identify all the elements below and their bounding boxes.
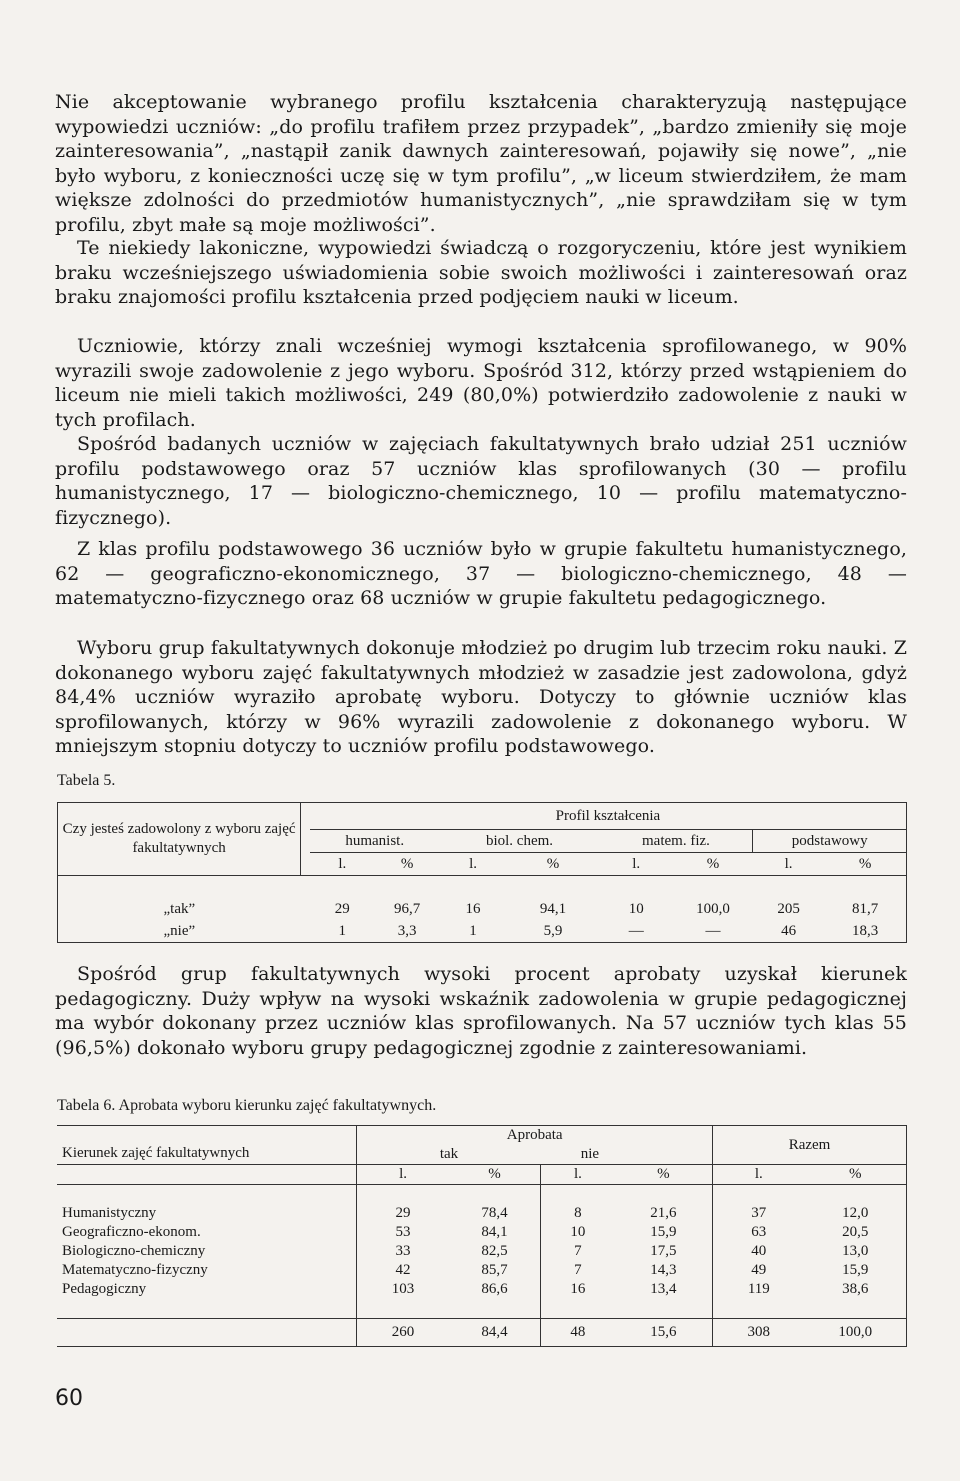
table6-total-cell: 48 bbox=[541, 1319, 615, 1347]
table6-col-label: Kierunek zajęć fakultatywnych bbox=[57, 1126, 357, 1165]
table5-cell: 29 bbox=[334, 900, 350, 917]
table6-cell: 20,5 bbox=[805, 1223, 907, 1242]
table5-caption: Tabela 5. bbox=[57, 772, 116, 789]
table6-total-cell: 260 bbox=[357, 1319, 449, 1347]
table5-cell: 3,3 bbox=[375, 920, 440, 943]
table-row bbox=[57, 1204, 907, 1223]
table5-sub-pct: % bbox=[507, 853, 600, 876]
table5-sub-l: l. bbox=[440, 853, 507, 876]
paragraph-1: Nie akceptowanie wybranego profilu kształcenia charakteryzują następujące wypowiedzi uczniów: „do profilu trafiłem przez przypadek”, „bardzo zmieniły się moje zainteresowania”, „nastąpił zanik dawnych zainteresowań, pojawiły się nowe”, „nie było wyboru, z konieczności uczę się w tym profilu”, „w liceum stwierdziłem, że mam większe zdolności do przedmiotów humanistycznych”, „nie sprawdziłam się w tym profilu, zbyt małe są moje możliwości”. bbox=[55, 91, 907, 236]
table6-cell: 8 bbox=[541, 1204, 615, 1223]
table6-row-label: Matematyczno-fizyczny bbox=[62, 1262, 208, 1278]
table6-razem-header: Razem bbox=[713, 1126, 907, 1165]
table6-cell: 86,6 bbox=[481, 1281, 508, 1297]
table6-cell: 37 bbox=[713, 1204, 805, 1223]
table5-row-label: „nie” bbox=[58, 920, 301, 943]
table5-sub-l: l. bbox=[599, 853, 672, 876]
table5-sub-pct: % bbox=[375, 853, 440, 876]
table6-cell: 14,3 bbox=[650, 1262, 677, 1278]
table-row bbox=[57, 1261, 907, 1280]
table-5 bbox=[57, 802, 907, 943]
table6-caption: Tabela 6. Aprobata wyboru kierunku zajęć fakultatywnych. bbox=[57, 1097, 437, 1114]
table-row bbox=[57, 1242, 907, 1261]
table5-cell: 1 bbox=[440, 920, 507, 943]
table6-cell: 103 bbox=[357, 1280, 449, 1299]
table6-sub-pct: % bbox=[805, 1165, 907, 1185]
paragraph-7: Spośród grup fakultatywnych wysoki procent aprobaty uzyskał kierunek pedagogiczny. Duży wpływ na wysoki wskaźnik zadowolenia w grupie pedagogicznej ma wybór dokonany przez uczniów klas sprofilowanych. Na 57 uczniów tych klas 55 (96,5%) dokonało wyboru grupy pedagogicznej zgodnie z zainteresowaniami. bbox=[55, 963, 907, 1059]
table5-cell: 96,7 bbox=[394, 900, 421, 917]
table5-cell: 5,9 bbox=[507, 920, 600, 943]
paragraph-2: Te niekiedy lakoniczne, wypowiedzi świadczą o rozgoryczeniu, które jest wynikiem braku wcześniejszego uświadomienia sobie swoich możliwości i zainteresowań oraz braku znajomości profilu kształcenia przed podjęciem nauki w liceum. bbox=[55, 237, 907, 308]
table6-cell: 82,5 bbox=[481, 1243, 508, 1259]
table6-total-row bbox=[57, 1319, 907, 1347]
table5-profile-podstawowy: podstawowy bbox=[753, 830, 907, 853]
table6-cell: 13,0 bbox=[805, 1242, 907, 1261]
table6-sub-l: l. bbox=[541, 1165, 615, 1185]
table6-cell: 7 bbox=[541, 1242, 615, 1261]
table6-cell: 53 bbox=[357, 1223, 449, 1242]
table5-cell: — bbox=[599, 920, 672, 943]
table5-question: Czy jesteś zadowolony z wyboru zajęć fakultatywnych bbox=[58, 803, 301, 876]
table5-cell: 46 bbox=[753, 920, 824, 943]
table6-cell: 17,5 bbox=[650, 1243, 677, 1259]
table6-cell: 84,1 bbox=[481, 1224, 508, 1240]
table5-cell: 1 bbox=[310, 920, 375, 943]
table6-cell: 16 bbox=[541, 1280, 615, 1299]
table6-cell: 15,9 bbox=[805, 1261, 907, 1280]
table6-sub-pct: % bbox=[449, 1165, 541, 1185]
table6-total-cell: 308 bbox=[713, 1319, 805, 1347]
table-row bbox=[58, 920, 907, 943]
table5-sub-l: l. bbox=[753, 853, 824, 876]
table6-tak-header: tak bbox=[357, 1145, 541, 1165]
table6-cell: 42 bbox=[357, 1261, 449, 1280]
table5-cell: 10 bbox=[628, 900, 644, 917]
table6-cell: 63 bbox=[713, 1223, 805, 1242]
table6-total-cell: 84,4 bbox=[449, 1319, 541, 1347]
table6-cell: 78,4 bbox=[481, 1205, 508, 1221]
paragraph-4: Spośród badanych uczniów w zajęciach fakultatywnych brało udział 251 uczniów profilu podstawowego oraz 57 uczniów klas sprofilowanych (30 — profilu humanistycznego, 17 — biologiczno-chemicznego, 10 — profilu matematyczno-fizycznego). bbox=[55, 433, 907, 529]
table6-sub-pct: % bbox=[615, 1165, 713, 1185]
table5-sub-pct: % bbox=[673, 853, 753, 876]
table6-cell: 40 bbox=[713, 1242, 805, 1261]
table-row bbox=[58, 898, 907, 920]
paragraph-3: Uczniowie, którzy znali wcześniej wymogi kształcenia sprofilowanego, w 90% wyrazili swoje zadowolenie z jego wyboru. Spośród 312, którzy przed wstąpieniem do liceum nie mieli takich możliwości, 249 (80,0%) potwierdziło zadowolenie z nauki w tych profilach. bbox=[55, 335, 907, 431]
table6-cell: 38,6 bbox=[805, 1280, 907, 1299]
table5-group-header: Profil kształcenia bbox=[310, 803, 907, 830]
table5-cell: 94,1 bbox=[539, 900, 567, 917]
table6-cell: 85,7 bbox=[481, 1262, 508, 1278]
table6-row-label: Pedagogiczny bbox=[62, 1281, 147, 1297]
table5-cell: 100,0 bbox=[696, 900, 730, 917]
table6-cell: 29 bbox=[357, 1204, 449, 1223]
table6-cell: 13,4 bbox=[650, 1281, 677, 1297]
table5-sub-l: l. bbox=[310, 853, 375, 876]
table5-cell: 16 bbox=[465, 900, 481, 917]
table6-cell: 33 bbox=[357, 1242, 449, 1261]
table6-sub-l: l. bbox=[713, 1165, 805, 1185]
table6-cell: 21,6 bbox=[650, 1205, 677, 1221]
table-row bbox=[57, 1280, 907, 1299]
table5-cell: 81,7 bbox=[824, 898, 906, 920]
table6-row-label: Humanistyczny bbox=[62, 1205, 157, 1221]
table-6 bbox=[57, 1125, 907, 1347]
table6-total-cell: 15,6 bbox=[615, 1319, 713, 1347]
table6-nie-header: nie bbox=[580, 1146, 600, 1162]
table6-total-cell: 100,0 bbox=[805, 1319, 907, 1347]
table6-row-label: Biologiczno-chemiczny bbox=[62, 1243, 206, 1259]
table5-profile-humanist: humanist. bbox=[310, 830, 440, 853]
paragraph-6: Wyboru grup fakultatywnych dokonuje młodzież po drugim lub trzecim roku nauki. Z dokonanego wyboru zajęć fakultatywnych młodzież w zasadzie jest zadowolona, gdyż 84,4% uczniów wyraziło aprobatę wyboru. Dotyczy to głównie uczniów klas sprofilowanych, którzy w 96% wyrazili zadowolenie z dokonanego wyboru. W mniejszym stopniu dotyczy to uczniów profilu podstawowego. bbox=[55, 637, 907, 757]
table5-cell: 18,3 bbox=[824, 920, 906, 943]
table5-cell: — bbox=[673, 920, 753, 943]
table5-sub-pct: % bbox=[824, 853, 906, 876]
table6-cell: 7 bbox=[541, 1261, 615, 1280]
table6-cell: 10 bbox=[541, 1223, 615, 1242]
table6-cell: 49 bbox=[713, 1261, 805, 1280]
table5-profile-biolchem: biol. chem. bbox=[440, 830, 600, 853]
table6-cell: 119 bbox=[713, 1280, 805, 1299]
table6-cell: 12,0 bbox=[805, 1204, 907, 1223]
table6-group-header: Aprobata bbox=[357, 1126, 713, 1146]
table5-cell: 205 bbox=[777, 900, 800, 917]
paragraph-5: Z klas profilu podstawowego 36 uczniów było w grupie fakultetu humanistycznego, 62 — geograficzno-ekonomicznego, 37 — biologiczno-chemicznego, 48 — matematyczno-fizycznego oraz 68 uczniów w grupie fakultetu pedagogicznego. bbox=[55, 538, 907, 609]
page-number: 60 bbox=[55, 1386, 83, 1411]
table5-row-label: „tak” bbox=[58, 898, 301, 920]
table5-profile-matfiz: matem. fiz. bbox=[599, 830, 752, 853]
table6-row-label: Geograficzno-ekonom. bbox=[62, 1224, 201, 1240]
table6-cell: 15,9 bbox=[650, 1224, 677, 1240]
table-row bbox=[57, 1223, 907, 1242]
table6-sub-l: l. bbox=[357, 1165, 449, 1185]
